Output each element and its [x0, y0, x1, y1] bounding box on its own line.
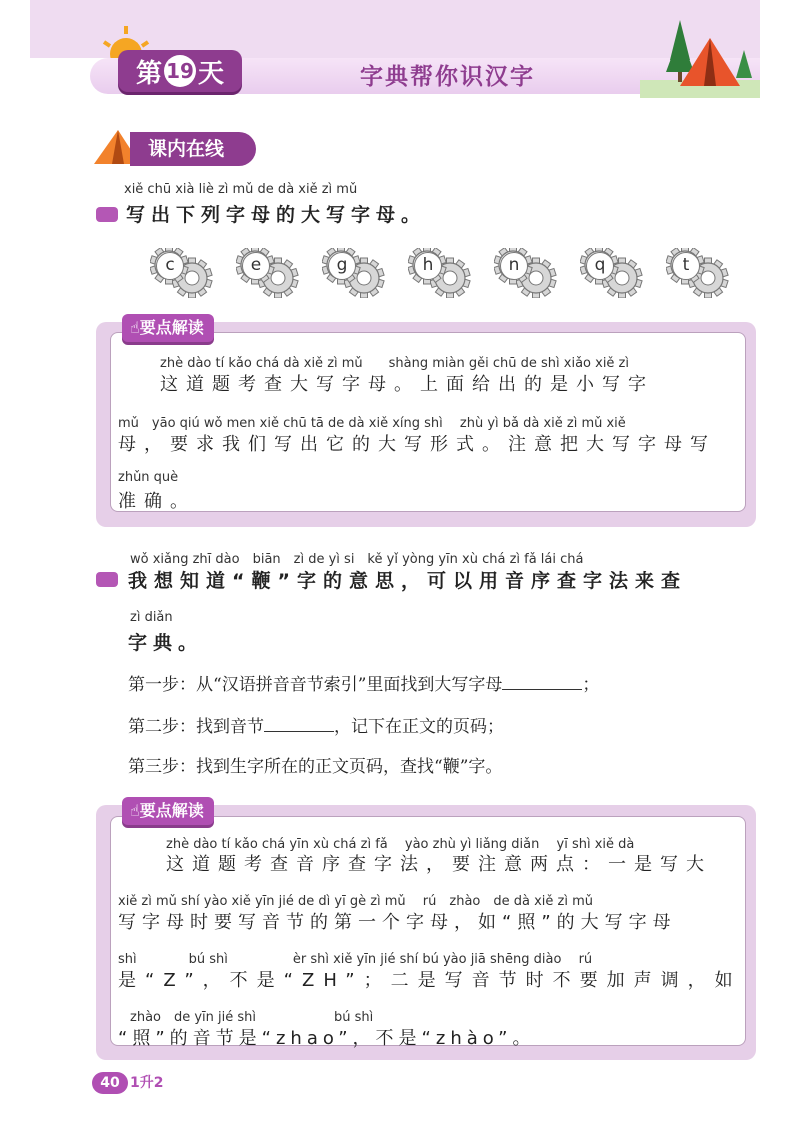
step-2-end: ，记下在正文的页码； — [334, 717, 504, 737]
gear-letter-label: e — [242, 252, 270, 280]
gear-letter-label: n — [500, 252, 528, 280]
keypoint-tag-1 — [122, 314, 214, 342]
page-number: 40 — [92, 1072, 128, 1094]
q1-pinyin: xiě chū xià liè zì mǔ de dà xiě zì mǔ — [124, 182, 358, 197]
gear-letter — [236, 248, 300, 298]
gear-letter — [494, 248, 558, 298]
q2-marker — [96, 572, 118, 587]
kp2-line-3: 是“Z”，不是“ZH”；二是写音节时不要加声调，如 — [118, 970, 742, 991]
step-2 — [128, 712, 504, 737]
gear-letter — [150, 248, 214, 298]
grade-label: 1升2 — [130, 1075, 164, 1091]
gear-letter-label: q — [586, 252, 614, 280]
gear-letter-label: g — [328, 252, 356, 280]
step-2-blank[interactable] — [264, 730, 334, 732]
day-suffix: 天 — [198, 58, 225, 89]
step-1-text: 第一步：从“汉语拼音音节索引”里面找到大写字母 — [128, 675, 503, 695]
kp2-pinyin-4: zhào de yīn jié shì bú shì — [130, 1010, 374, 1025]
gear-letter — [580, 248, 644, 298]
hand-icon: ☝ — [130, 318, 140, 337]
q2-text: 我想知道“鞭”字的意思，可以用音序查字法来查 — [128, 570, 687, 592]
keypoint-tag-label-1: 要点解读 — [139, 318, 204, 337]
kp2-pinyin-1: zhè dào tí kǎo chá yīn xù chá zì fǎ yào zhù yì liǎng diǎn yī shì xiě dà — [166, 837, 635, 852]
kp2-line-2: 写字母时要写音节的第一个字母，如“照”的大写字母 — [118, 912, 677, 933]
keypoint-tag-2 — [122, 797, 214, 825]
kp1-line-3: 准确。 — [118, 491, 196, 512]
q2-pinyin: wǒ xiǎng zhī dào biān zì de yì si kě yǐ yòng yīn xù chá zì fǎ lái chá — [130, 552, 584, 567]
kp1-line-1: 这道题考查大写字母。上面给出的是小写字 — [160, 374, 654, 395]
day-number: 19 — [164, 55, 196, 87]
gear-letter-label: c — [156, 252, 184, 280]
step-1-blank[interactable] — [502, 688, 582, 690]
kp1-pinyin-1: zhè dào tí kǎo chá dà xiě zì mǔ shàng miàn gěi chū de shì xiǎo xiě zì — [160, 356, 629, 371]
q1-marker — [96, 207, 118, 222]
section-tag: 课内在线 — [130, 132, 256, 166]
kp2-line-1: 这道题考查音序查字法，要注意两点：一是写大 — [166, 854, 712, 875]
hand-icon: ☝ — [130, 801, 140, 820]
gear-letter — [408, 248, 472, 298]
page-title: 字典帮你识汉字 — [360, 64, 535, 90]
gear-letter — [666, 248, 730, 298]
kp1-line-2: 母，要求我们写出它的大写形式。注意把大写字母写 — [118, 434, 716, 455]
q2-pinyin-2: zì diǎn — [130, 610, 173, 625]
day-badge — [118, 50, 242, 92]
kp1-pinyin-2: mǔ yāo qiú wǒ men xiě chū tā de dà xiě xíng shì zhù yì bǎ dà xiě zì mǔ xiě — [118, 416, 626, 431]
step-1 — [128, 670, 599, 695]
kp2-line-4: “照”的音节是“zhao”，不是“zhào”。 — [118, 1028, 536, 1049]
kp2-pinyin-3: shì bú shì èr shì xiě yīn jié shí bú yào jiā shēng diào rú — [118, 952, 593, 967]
gear-letter-label: t — [672, 252, 700, 280]
step-3: 第三步：找到生字所在的正文页码，查找“鞭”字。 — [128, 757, 503, 777]
gear-letter-label: h — [414, 252, 442, 280]
day-prefix: 第 — [135, 58, 162, 89]
tent-camp-icon — [640, 20, 760, 98]
step-1-end: ； — [582, 675, 600, 695]
kp2-pinyin-2: xiě zì mǔ shí yào xiě yīn jié de dì yī gè zì mǔ rú zhào de dà xiě zì mǔ — [118, 894, 594, 909]
step-2-text: 第二步：找到音节 — [128, 717, 264, 737]
keypoint-tag-label-2: 要点解读 — [139, 801, 204, 820]
q1-text: 写出下列字母的大写字母。 — [126, 204, 427, 226]
q2-text-2: 字典。 — [128, 632, 204, 654]
gear-letter — [322, 248, 386, 298]
kp1-pinyin-3: zhǔn què — [118, 470, 179, 485]
